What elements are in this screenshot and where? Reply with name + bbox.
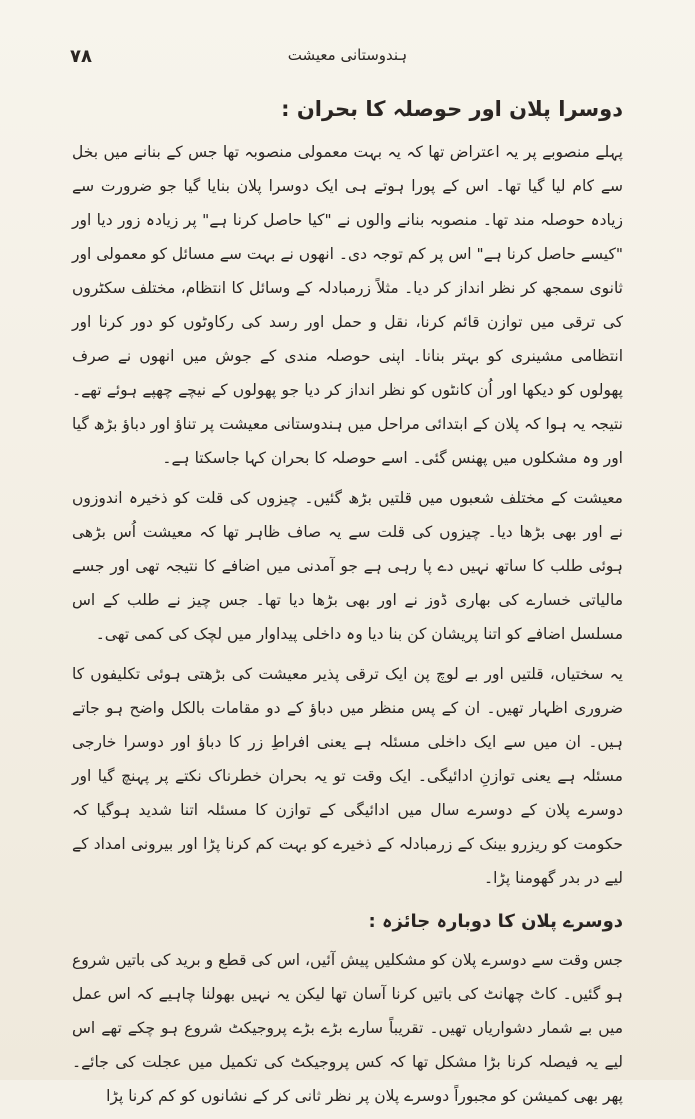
paragraph-2: معیشت کے مختلف شعبوں میں قلتیں بڑھ گئیں۔ چیزوں کی قلت کو ذخیرہ اندوزوں نے اور بھی بڑھا دیا۔ چیزوں کی قلت سے یہ صاف ظاہر تھا کہ معیشت اُس بڑھی ہوئی طلب کا ساتھ نہیں دے پا رہی ہے جو آمدنی میں اضافے کا نتیجہ تھی اور جسے مالیاتی خسارے کی بھاری ڈوز نے اور بھی بڑھا دیا تھا۔ جس چیز نے طلب کے اس مسلسل اضافے کو اتنا پریشان کن بنا دیا وہ داخلی پیداوار میں لچک کی کمی تھی۔ <box>72 489 623 643</box>
section-heading-plan-review: دوسرے پلان کا دوبارہ جائزہ : <box>368 911 623 932</box>
paragraph-4: جس وقت سے دوسرے پلان کو مشکلیں پیش آئیں، اس کی قطع و برید کی باتیں شروع ہو گئیں۔ کاٹ چھانٹ کی باتیں کرنا آسان تھا لیکن یہ نہیں بھولنا چاہیے کہ اس عمل میں بے شمار دشواریاں تھیں۔ تقریباً سارے بڑے بڑے پروجیکٹ شروع ہو چکے تھے اس لیے یہ فیصلہ کرنا بڑا مشکل تھا کہ کس پروجیکٹ کی تکمیل میں عجلت کی جائے۔ پھر بھی کمیشن کو مجبوراً دوسرے پلان پر نظر ثانی کر کے نشانوں کو کم کرنا پڑا <box>72 951 623 1105</box>
paragraph-1: پہلے منصوبے پر یہ اعتراض تھا کہ یہ بہت معمولی منصوبہ تھا جس کے بنانے میں بخل سے کام لیا گیا تھا۔ اس کے پورا ہوتے ہی ایک دوسرا پلان بنایا گیا جو ضرورت سے زیادہ حوصلہ مند تھا۔ منصوبہ بنانے والوں نے "کیا حاصل کرنا ہے" پر زیادہ زور دیا اور "کیسے حاصل کرنا ہے" اس پر کم توجہ دی۔ انھوں نے بہت سے مسائل کو معمولی اور ثانوی سمجھ کر نظر انداز کر دیا۔ مثلاً زرمبادلہ کے وسائل کا انتظام، مختلف سکٹروں کی ترقی میں توازن قائم کرنا، نقل و حمل اور رسد کی رکاوٹوں کو دور کرنا اور انتظامی مشینری کو بہتر بنانا۔ اپنی حوصلہ مندی کے جوش میں انھوں نے صرف پھولوں کو دیکھا اور اُن کانٹوں کو نظر انداز کر دیا جو پھولوں کے نیچے چھپے ہوئے تھے۔ نتیجہ یہ ہوا کہ پلان کے ابتدائی مراحل میں ہندوستانی معیشت پر تناؤ اور دباؤ بڑھ گیا اور وہ مشکلوں میں پھنس گئی۔ اسے حوصلہ کا بحران کہا جاسکتا ہے۔ <box>72 143 623 467</box>
running-title: ہندوستانی معیشت <box>287 46 408 64</box>
page-number: ۷۸ <box>70 46 92 67</box>
section-heading-second-plan-crisis: دوسرا پلان اور حوصلہ کا بحران : <box>281 97 623 121</box>
paragraph-3: یہ سختیاں، قلتیں اور بے لوچ پن ایک ترقی پذیر معیشت کی بڑھتی ہوئی تکلیفوں کا ضروری اظہار تھیں۔ ان کے پس منظر میں دباؤ کے دو مقامات بالکل واضح ہو جاتے ہیں۔ ان میں سے ایک داخلی مسئلہ ہے یعنی افراطِ زر کا دباؤ اور دوسرا خارجی مسئلہ ہے یعنی توازنِ ادائیگی۔ ایک وقت تو یہ بحران خطرناک نکتے پر پہنچ گیا اور دوسرے پلان کے دوسرے سال میں ادائیگی کے توازن کا مسئلہ اتنا شدید ہوگیا کہ حکومت کو ریزرو بینک کے زرمبادلہ کے ذخیرے کو بہت کم کرنا پڑا اور بیرونی امداد کے لیے در بدر گھومنا پڑا۔ <box>72 665 623 887</box>
page-header <box>70 40 625 70</box>
page-body <box>72 95 623 1119</box>
